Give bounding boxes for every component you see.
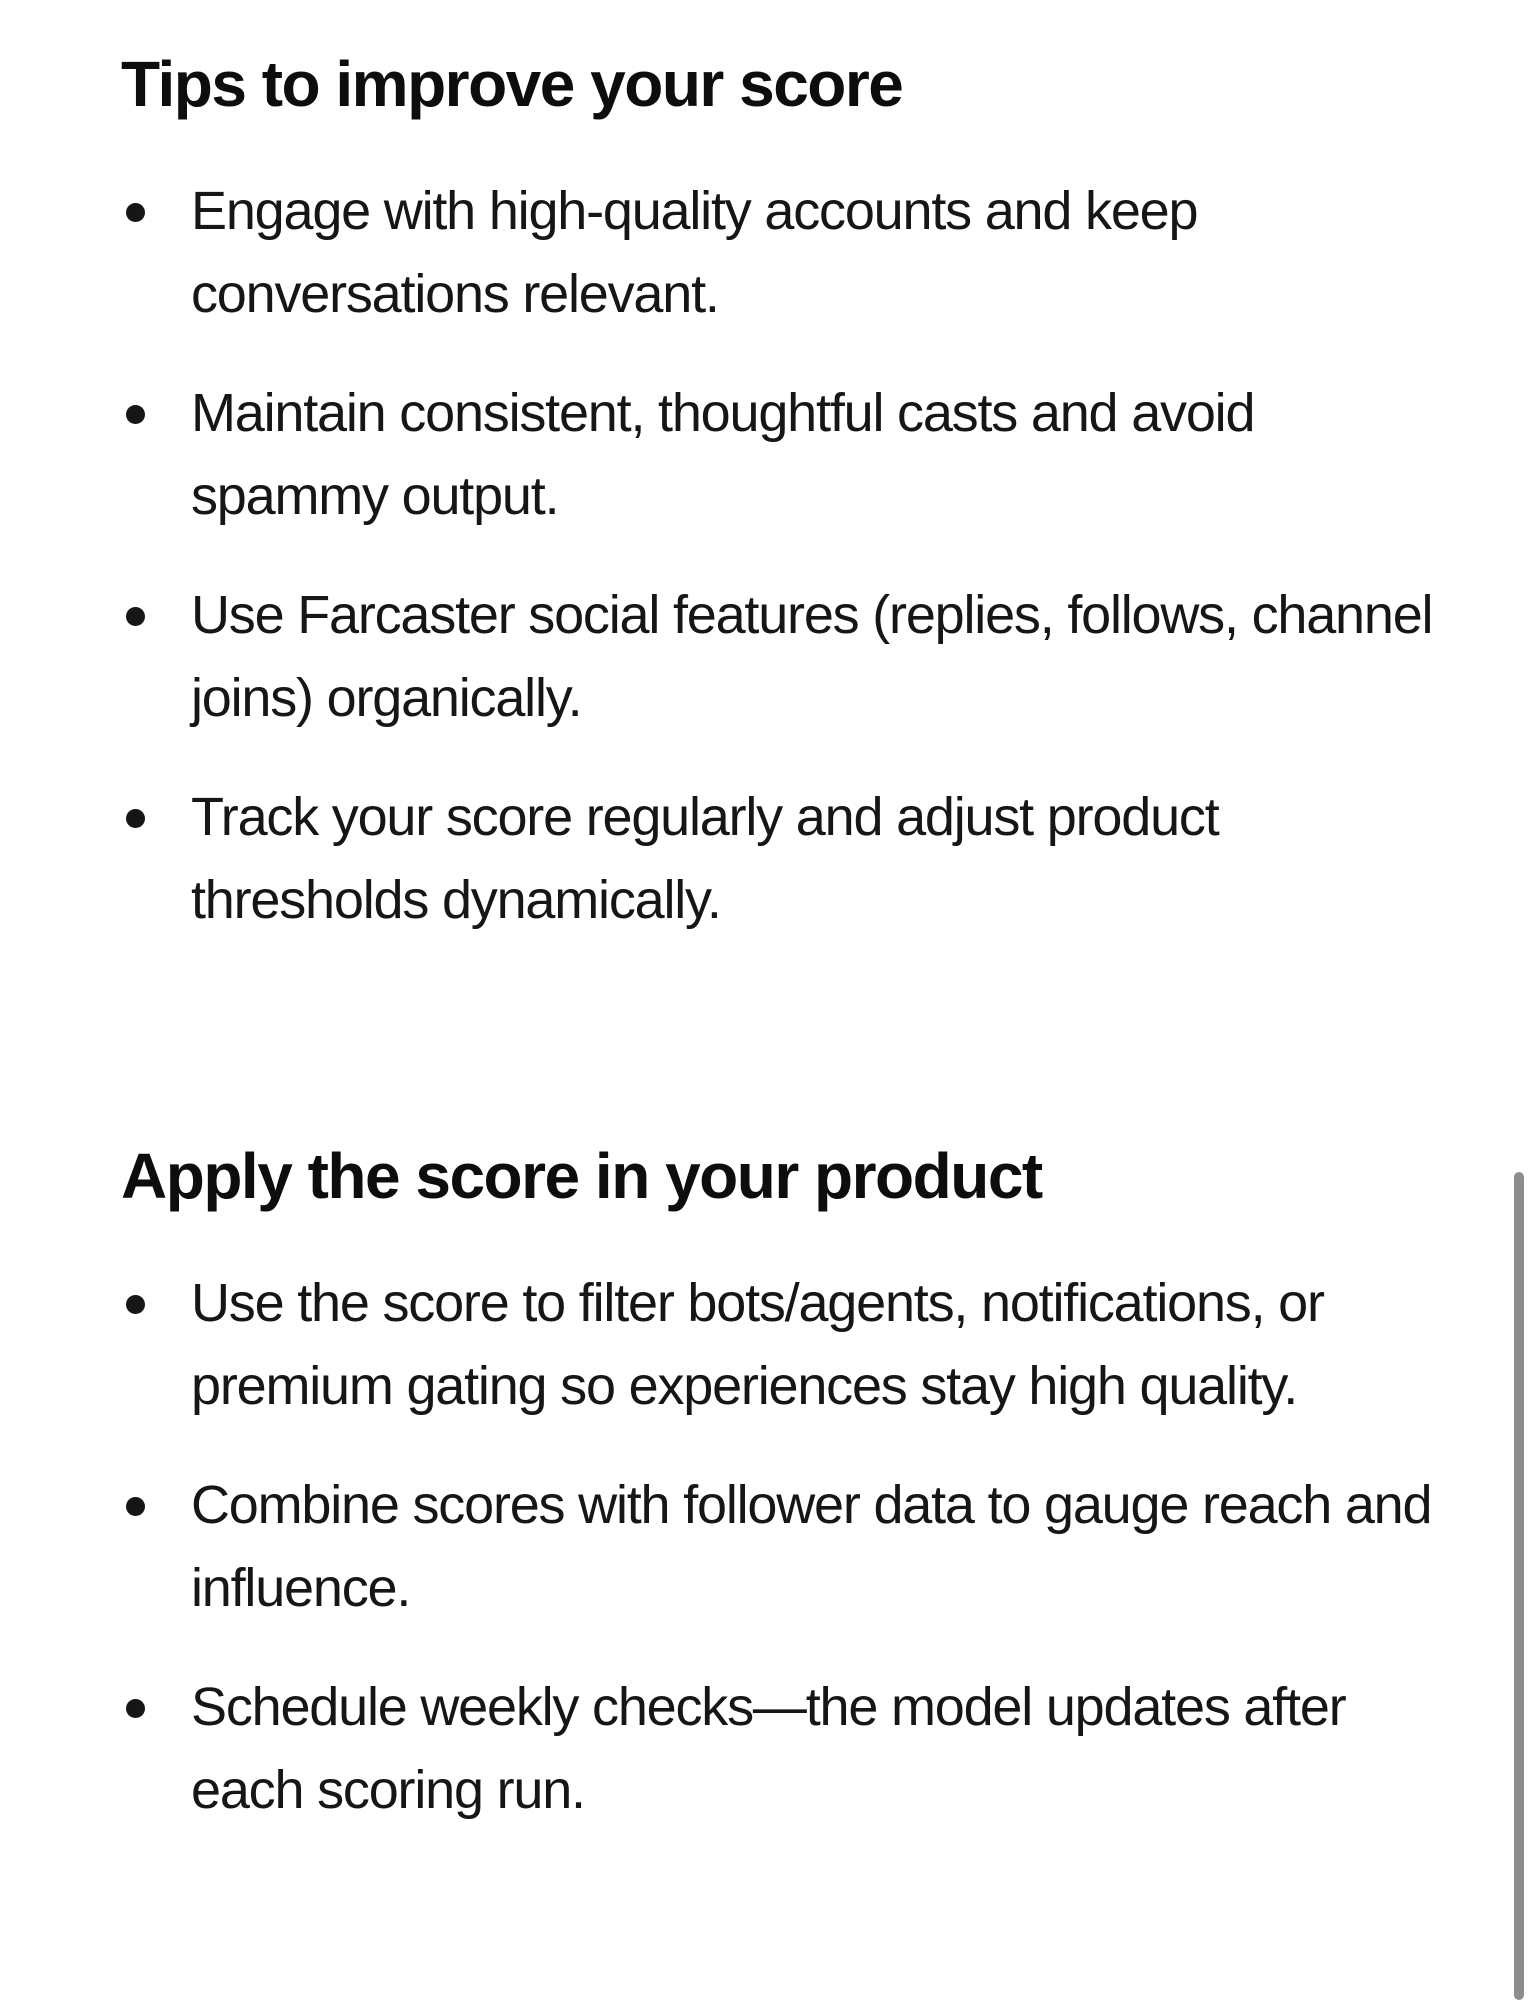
bullet-icon bbox=[126, 405, 145, 424]
section-title-apply: Apply the score in your product bbox=[121, 1140, 1042, 1212]
list-item bbox=[121, 1262, 1451, 1428]
bullet-icon bbox=[126, 203, 145, 222]
section-title-tips: Tips to improve your score bbox=[121, 48, 903, 120]
list-item-text: Use the score to filter bots/agents, notifications, or premium gating so experiences stay high quality. bbox=[191, 1273, 1324, 1416]
bullet-icon bbox=[126, 607, 145, 626]
list-item-text: Use Farcaster social features (replies, follows, channel joins) organically. bbox=[191, 585, 1433, 728]
list-item-text: Track your score regularly and adjust product thresholds dynamically. bbox=[191, 787, 1219, 930]
list-item-text: Engage with high-quality accounts and keep conversations relevant. bbox=[191, 181, 1198, 324]
list-item-text: Schedule weekly checks—the model updates after each scoring run. bbox=[191, 1677, 1346, 1820]
bullet-icon bbox=[126, 1295, 145, 1314]
bullet-icon bbox=[126, 809, 145, 828]
list-item-text: Maintain consistent, thoughtful casts and avoid spammy output. bbox=[191, 383, 1255, 526]
list-item bbox=[121, 1666, 1451, 1832]
list-item bbox=[121, 1464, 1451, 1630]
list-item bbox=[121, 776, 1451, 942]
list-item-text: Combine scores with follower data to gauge reach and influence. bbox=[191, 1475, 1432, 1618]
bullet-icon bbox=[126, 1497, 145, 1516]
tips-list bbox=[121, 170, 1451, 978]
list-item bbox=[121, 170, 1451, 336]
scrollbar-thumb[interactable] bbox=[1514, 1172, 1524, 2000]
bullet-icon bbox=[126, 1699, 145, 1718]
scrollbar[interactable] bbox=[1508, 0, 1534, 2000]
list-item bbox=[121, 574, 1451, 740]
apply-list bbox=[121, 1262, 1451, 1868]
list-item bbox=[121, 372, 1451, 538]
